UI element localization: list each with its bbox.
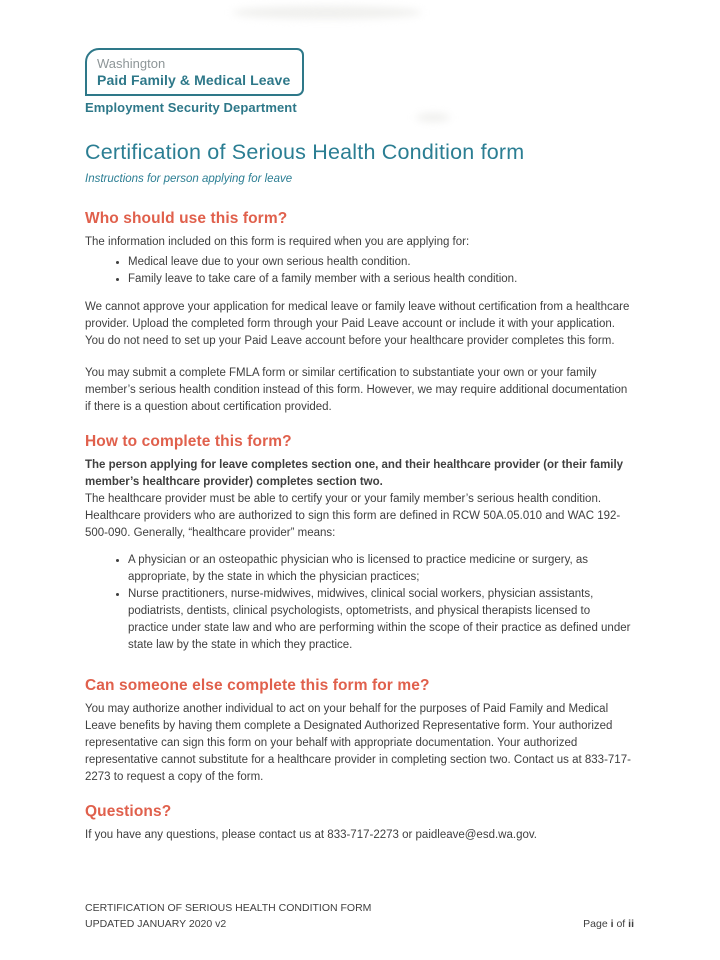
bullet-list-leave-types [85,254,633,288]
section-heading-someone-else: Can someone else complete this form for me? [85,677,430,694]
section-heading-how-to-complete: How to complete this form? [85,433,292,450]
page-subtitle: Instructions for person applying for leave [85,173,293,185]
section-heading-who-should-use: Who should use this form? [85,210,288,227]
page-number-of: of [616,918,626,930]
paragraph-bold-lead: The person applying for leave completes section one, and their healthcare provider (or their family member’s healthcare provider) completes section two. [85,459,624,488]
list-item-nurse-practitioners: • Nurse practitioners, nurse-midwives, midwives, clinical social workers, physician assistants, podiatrists, dentists, clinical psychologists, optometrists, and physical therapists licensed to practice under state law and who are performing within the scope of their practice as defined under state law by the state in which they practice. [128,586,633,654]
bullet-list-providers [85,552,633,654]
paragraph-cannot-approve: We cannot approve your application for medical leave or family leave without certification from a healthcare provider. Upload the completed form through your Paid Leave account or include it with your application. You do not need to set up your Paid Leave account before your healthcare provider completes this form. [85,301,630,347]
paragraph-contact: If you have any questions, please contact us at 833-717-2273 or paidleave@esd.wa.gov. [85,829,537,841]
list-item-physician: • A physician or an osteopathic physician who is licensed to practice medicine or surgery, as appropriate, by the state in which the physician practices; [128,552,633,586]
pfml-logo [85,48,304,96]
paragraph-authorized-representative: You may authorize another individual to act on your behalf for the purposes of Paid Family and Medical Leave benefits by having them complete a Designated Authorized Representative form. Your authorized representative can sign this form on your behalf with appropriate documentation. Your authorized representative cannot substitute for a healthcare provider in completing section two. Contact us at 833-717-2273 to request a copy of the form. [85,703,631,783]
footer-form-name: CERTIFICATION OF SERIOUS HEALTH CONDITION FORM [85,902,372,914]
logo-state-label: Washington [97,56,166,71]
footer-updated-date: UPDATED JANUARY 2020 v2 [85,918,227,930]
paragraph-fmla: You may submit a complete FMLA form or similar certification to substantiate your own or your family member’s serious health condition instead of this form. However, we may require additional documentation if there is a question about certification provided. [85,367,628,413]
paragraph-provider-definition: The healthcare provider must be able to certify your or your family member’s serious health condition. Healthcare providers who are authorized to sign this form are defined in RCW 50A.05.010 and WAC 192-500-090. Generally, “healthcare provider” means: [85,493,621,539]
page-title: Certification of Serious Health Condition form [85,140,525,164]
list-item-medical-leave: • Medical leave due to your own serious health condition. [128,254,633,271]
list-item-family-leave: • Family leave to take care of a family member with a serious health condition. [128,271,633,288]
section-heading-questions: Questions? [85,803,172,820]
page-footer [85,900,634,932]
paragraph-intro-who: The information included on this form is required when you are applying for: [85,236,470,248]
page-number [583,916,634,932]
page-number-total: ii [628,918,634,930]
document-content [85,0,633,844]
logo-program-label: Paid Family & Medical Leave [97,72,291,88]
footer-document-info [85,900,371,932]
logo-department-label: Employment Security Department [85,100,297,115]
page-number-current: i [610,918,614,930]
page-number-label: Page [583,918,608,930]
